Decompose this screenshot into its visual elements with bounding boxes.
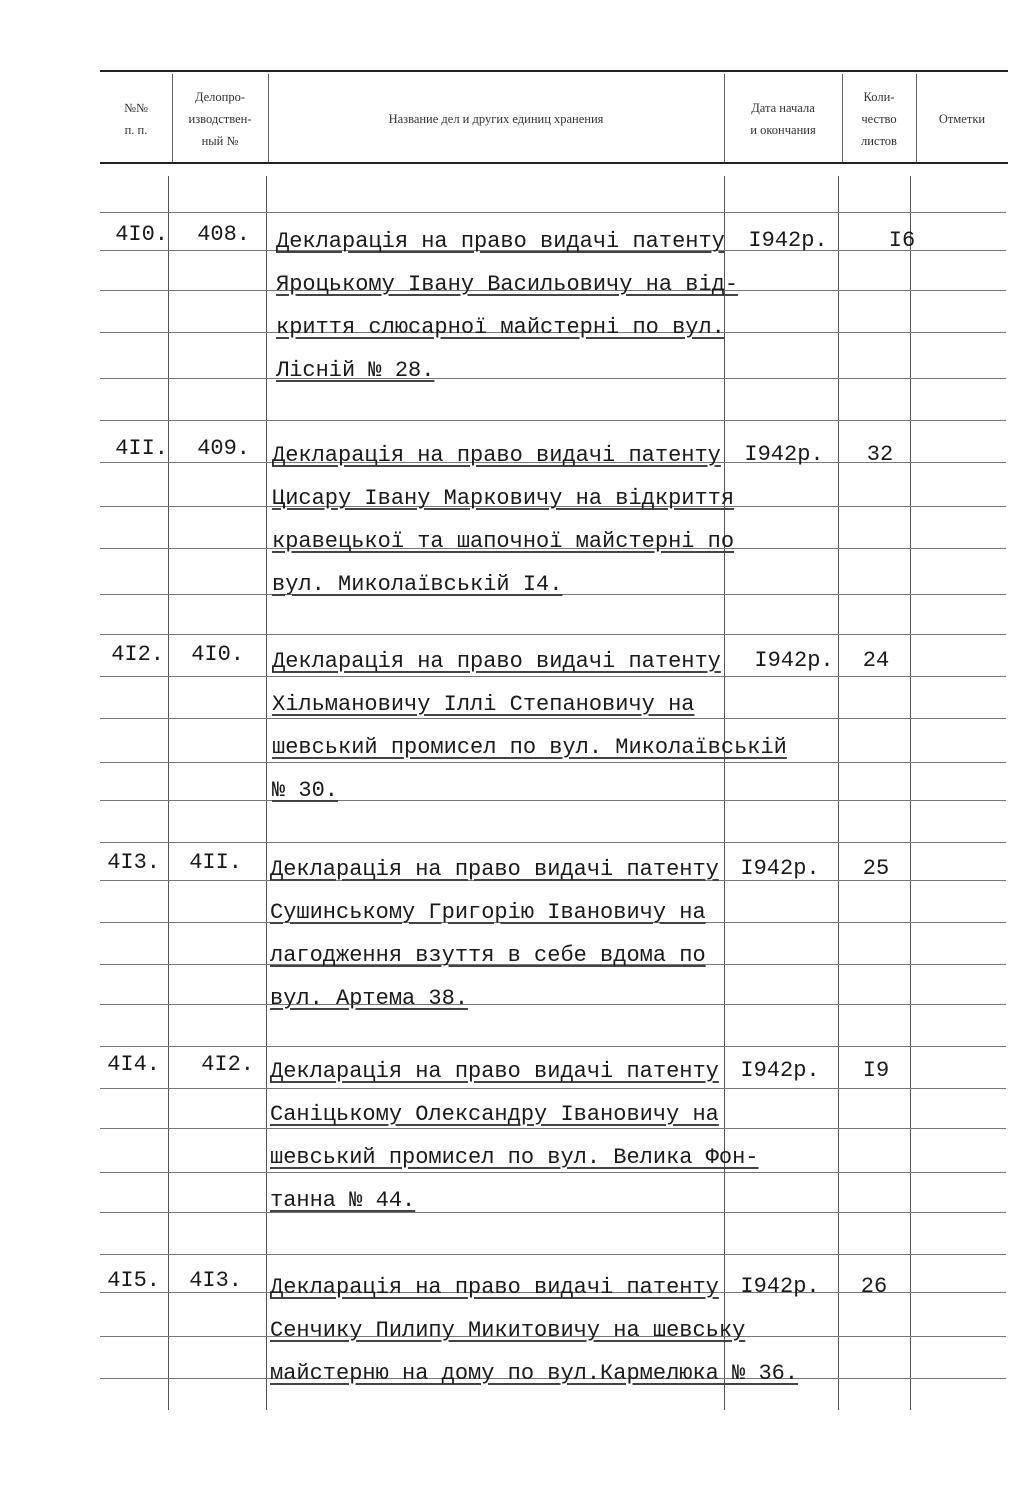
row-date: I942р. xyxy=(744,442,824,467)
row-title xyxy=(270,1050,758,1222)
header-bottom-rule xyxy=(100,162,1008,164)
column-line xyxy=(168,176,169,1410)
ruled-line xyxy=(100,420,1006,421)
row-title xyxy=(276,220,738,392)
title-line: лагодження взуття в себе вдома по xyxy=(270,943,706,968)
title-line: Саніцькому Олександру Івановичу на xyxy=(270,1102,719,1127)
column-line xyxy=(266,176,267,1410)
title-line: майстерню на дому по вул.Кармелюка № 36. xyxy=(270,1361,799,1386)
row-sheets: 25 xyxy=(862,856,890,881)
row-sheets: 32 xyxy=(866,442,894,467)
title-line: Сушинському Григорію Івановичу на xyxy=(270,900,706,925)
row-number: 4I3. xyxy=(107,850,160,875)
title-line: Декларація на право видачі патенту xyxy=(270,1059,719,1084)
row-date: I942р. xyxy=(740,1058,820,1083)
header-title: Название дел и других единиц хранения xyxy=(388,112,604,126)
title-line: Цисару Івану Марковичу на відкриття xyxy=(272,486,735,511)
title-line: вул. Миколаївській I4. xyxy=(272,572,563,597)
row-title xyxy=(270,848,719,1020)
row-sheets: I9 xyxy=(862,1058,890,1083)
title-line: криття слюсарної майстерні по вул. xyxy=(276,315,725,340)
row-number: 4I5. xyxy=(107,1268,160,1293)
header-number: №№ п. п. xyxy=(124,101,148,137)
title-line: кравецької та шапочної майстерні по xyxy=(272,529,735,554)
title-line: Декларація на право видачі патенту xyxy=(276,229,725,254)
column-line xyxy=(910,176,911,1410)
title-line: Декларація на право видачі патенту xyxy=(270,857,719,882)
row-title xyxy=(272,434,734,606)
row-office-number: 4II. xyxy=(189,850,242,875)
header-dates: Дата начала и окончания xyxy=(750,101,816,137)
row-title xyxy=(270,1266,798,1395)
row-date: I942р. xyxy=(748,228,828,253)
row-number: 4I2. xyxy=(111,642,164,667)
ruled-line xyxy=(100,212,1006,213)
row-office-number: 408. xyxy=(197,222,250,247)
row-sheets: I6 xyxy=(888,228,916,253)
title-line: Лісній № 28. xyxy=(276,358,435,383)
title-line: Декларація на право видачі патенту xyxy=(272,443,721,468)
title-line: вул. Артема 38. xyxy=(270,986,469,1011)
header-sheets: Коли- чество листов xyxy=(861,90,897,148)
row-office-number: 409. xyxy=(197,436,250,461)
title-line: Хільмановичу Іллі Степановичу на xyxy=(272,692,695,717)
row-title xyxy=(272,640,787,812)
row-date: I942р. xyxy=(740,856,820,881)
column-line xyxy=(838,176,839,1410)
header-office-number: Делопро- изводствен- ный № xyxy=(188,90,252,148)
ruled-line xyxy=(100,842,1006,843)
title-line: шевський промисел по вул. Велика Фон- xyxy=(270,1145,759,1170)
title-line: танна № 44. xyxy=(270,1188,416,1213)
title-line: № 30. xyxy=(272,778,339,803)
row-sheets: 24 xyxy=(862,648,890,673)
ruled-line xyxy=(100,634,1006,635)
header-top-rule xyxy=(100,70,1008,72)
row-number: 4I0. xyxy=(115,222,168,247)
row-date: I942р. xyxy=(740,1274,820,1299)
row-office-number: 4I3. xyxy=(189,1268,242,1293)
header-notes: Отметки xyxy=(938,112,986,126)
title-line: Яроцькому Івану Васильовичу на від- xyxy=(276,272,739,297)
row-sheets: 26 xyxy=(860,1274,888,1299)
ruled-line xyxy=(100,1046,1006,1047)
title-line: шевський промисел по вул. Миколаївській xyxy=(272,735,787,760)
title-line: Декларація на право видачі патенту xyxy=(270,1275,719,1300)
row-number: 4II. xyxy=(115,436,168,461)
title-line: Декларація на право видачі патенту xyxy=(272,649,721,674)
ruled-line xyxy=(100,1254,1006,1255)
row-office-number: 4I0. xyxy=(191,642,244,667)
row-office-number: 4I2. xyxy=(201,1052,254,1077)
row-number: 4I4. xyxy=(107,1052,160,1077)
title-line: Сенчику Пилипу Микитовичу на шевську xyxy=(270,1318,746,1343)
row-date: I942р. xyxy=(754,648,834,673)
